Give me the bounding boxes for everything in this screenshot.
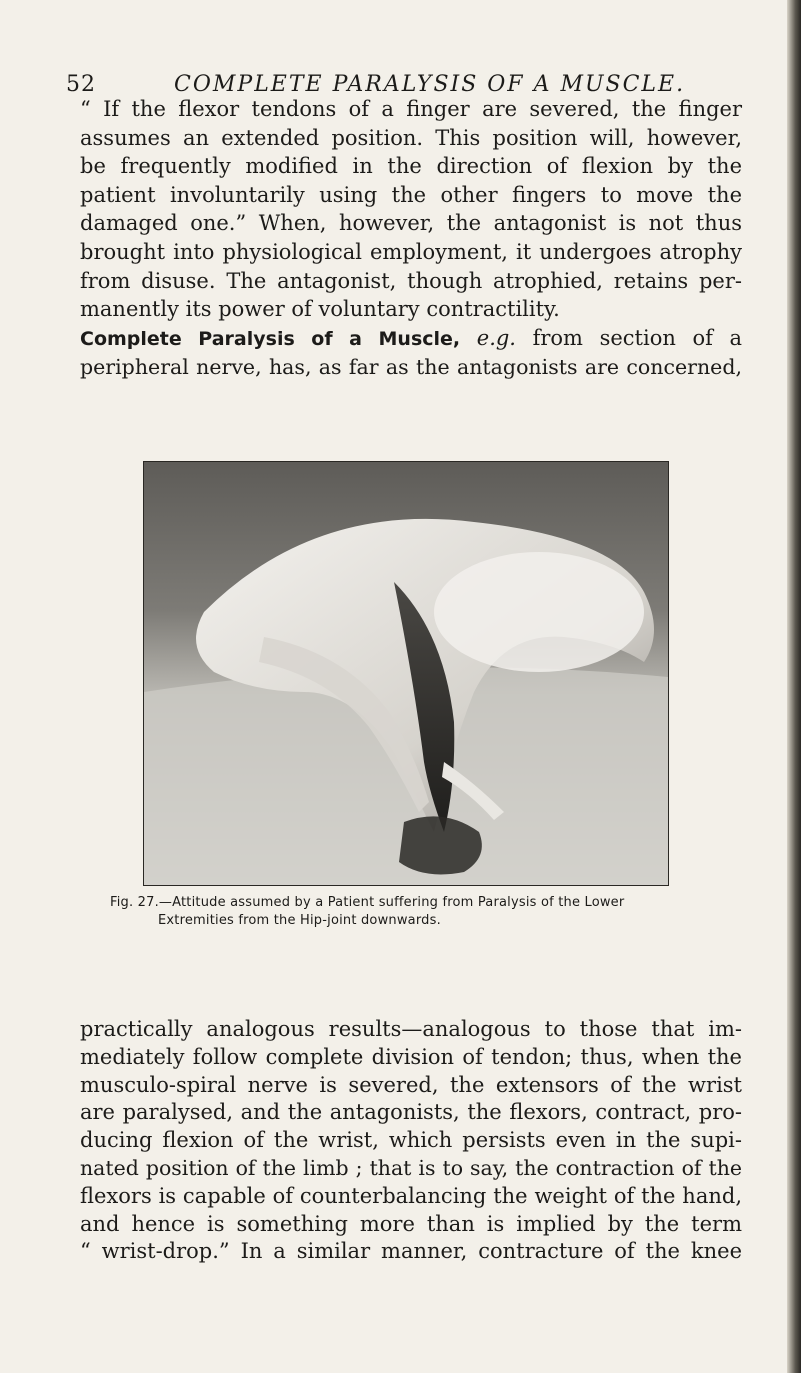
text-line: assumes an extended position. This position will, however, (80, 125, 742, 150)
paragraph-3 (80, 1016, 742, 1266)
page-edge (787, 0, 801, 1373)
text-line: damaged one.” When, however, the antagonist is not thus (80, 211, 742, 236)
paragraph-1 (80, 95, 742, 382)
paragraph-2-line-2: peripheral nerve, has, as far as the antagonists are concerned, (80, 355, 742, 380)
text-line: brought into physiological employment, it undergoes atrophy (80, 239, 742, 264)
text-line: flexors is capable of counterbalancing the weight of the hand, (80, 1183, 742, 1208)
paragraph-2-line-1 (80, 324, 742, 354)
section-heading: Complete Paralysis of a Muscle, (80, 327, 461, 350)
caption-line-1: Fig. 27.—Attitude assumed by a Patient suffering from Paralysis of the Lower (110, 895, 625, 910)
figure-caption (110, 894, 740, 930)
text-line: musculo-spiral nerve is severed, the extensors of the wrist (80, 1072, 742, 1097)
text-line: and hence is something more than is implied by the term (80, 1211, 742, 1236)
text-line: mediately follow complete division of tendon; thus, when the (80, 1044, 742, 1069)
patient-photo-illustration (144, 462, 668, 885)
text-line: practically analogous results—analogous to those that im- (80, 1017, 742, 1041)
text-line: ducing flexion of the wrist, which persists even in the supi- (80, 1128, 742, 1153)
figure-photograph (143, 461, 669, 886)
text-line: nated position of the limb ; that is to say, the contraction of the (80, 1155, 742, 1180)
text-line: “ wrist-drop.” In a similar manner, contracture of the knee (80, 1239, 742, 1264)
running-title: COMPLETE PARALYSIS OF A MUSCLE. (174, 72, 686, 97)
text-line: “ If the flexor tendons of a finger are severed, the finger (80, 97, 742, 121)
text-fragment: from section of a (516, 325, 742, 350)
text-line: manently its power of voluntary contractility. (80, 297, 560, 322)
text-line: patient involuntarily using the other fingers to move the (80, 182, 742, 207)
text-line: be frequently modified in the direction of flexion by the (80, 154, 742, 179)
caption-line-2: Extremities from the Hip-joint downwards. (158, 913, 441, 928)
page-number: 52 (66, 72, 96, 97)
text-line: are paralysed, and the antagonists, the flexors, contract, pro- (80, 1100, 742, 1125)
eg-abbrev: e.g. (476, 325, 516, 350)
text-line: from disuse. The antagonist, though atrophied, retains per- (80, 268, 742, 293)
